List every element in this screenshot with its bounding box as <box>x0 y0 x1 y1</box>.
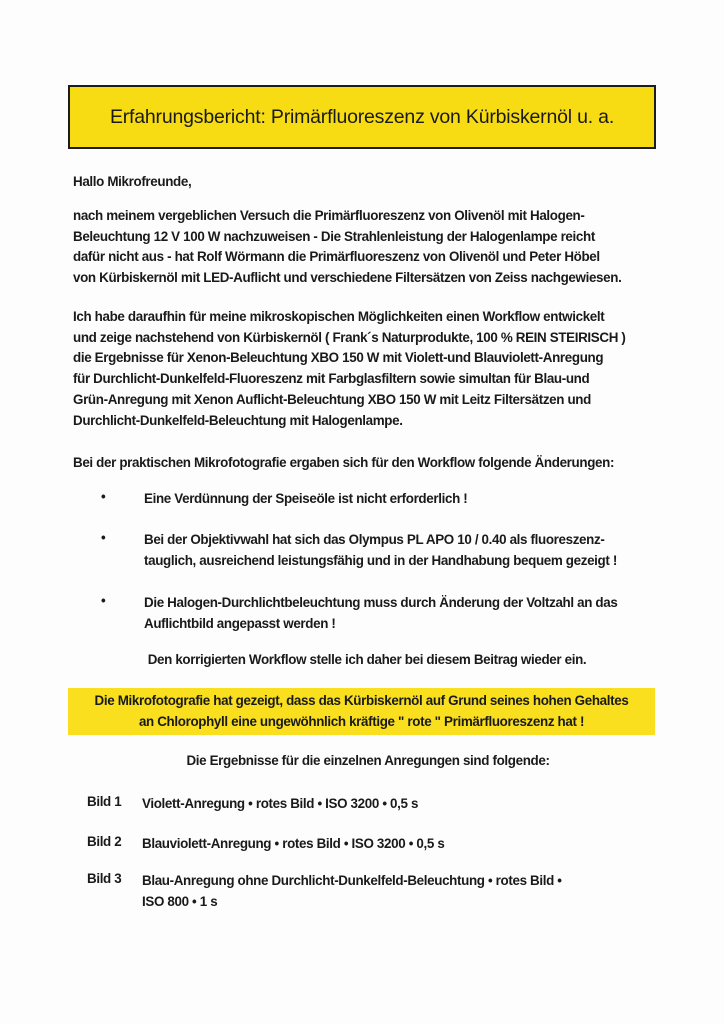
result-label: Bild 2 <box>87 834 122 849</box>
title-box <box>68 85 656 149</box>
result-item <box>142 793 418 814</box>
bullet-line: Auflichtbild angepasst werden ! <box>144 616 336 631</box>
paragraph-1-line: von Kürbiskernöl mit LED-Auflicht und verschiedene Filtersätzen von Zeiss nachgewiesen. <box>73 270 622 286</box>
bullet-item <box>144 592 617 634</box>
greeting: Hallo Mikrofreunde, <box>73 174 192 189</box>
paragraph-1 <box>73 206 621 289</box>
paragraph-2-line: und zeige nachstehend von Kürbiskernöl ( Frank´s Naturprodukte, 100 % REIN STEIRISCH ) <box>73 329 626 345</box>
result-line: Violett-Anregung • rotes Bild • ISO 3200 • 0,5 s <box>142 796 419 811</box>
paragraph-1-line: Beleuchtung 12 V 100 W nachzuweisen - Die Strahlenleistung der Halogenlampe reicht <box>73 228 595 244</box>
paragraph-2-line: Grün-Anregung mit Xenon Auflicht-Beleuchtung XBO 150 W mit Leitz Filtersätzen und <box>73 391 591 407</box>
paragraph-2-line: für Durchlicht-Dunkelfeld-Fluoreszenz mit Farbglasfiltern sowie simultan für Blau-und <box>73 371 590 387</box>
paragraph-2-line: die Ergebnisse für Xenon-Beleuchtung XBO 150 W mit Violett-und Blauviolett-Anregung <box>73 350 604 366</box>
highlight-line: Die Mikrofotografie hat gezeigt, dass das Kürbiskernöl auf Grund seines hohen Gehaltes <box>94 693 629 708</box>
highlight-line: an Chlorophyll eine ungewöhnlich kräftige " rote " Primärfluoreszenz hat ! <box>138 714 585 729</box>
result-item <box>142 833 444 854</box>
bullet-item <box>144 529 617 571</box>
result-item <box>142 870 562 912</box>
bullet-line: Eine Verdünnung der Speiseöle ist nicht erforderlich ! <box>144 491 468 506</box>
result-label: Bild 1 <box>87 794 122 809</box>
result-line: Blauviolett-Anregung • rotes Bild • ISO 3200 • 0,5 s <box>142 836 445 851</box>
result-line: Blau-Anregung ohne Durchlicht-Dunkelfeld-Beleuchtung • rotes Bild • <box>142 873 562 888</box>
bullet-item <box>144 488 467 509</box>
result-line: ISO 800 • 1 s <box>142 894 218 909</box>
paragraph-1-line: dafür nicht aus - hat Rolf Wörmann die Primärfluoreszenz von Olivenöl und Peter Höbel <box>73 249 600 265</box>
bullet-icon: • <box>101 593 106 608</box>
bullet-icon: • <box>101 489 106 504</box>
highlight-box <box>68 688 655 735</box>
result-label: Bild 3 <box>87 871 122 886</box>
paragraph-2 <box>73 307 626 431</box>
paragraph-1-line: nach meinem vergeblichen Versuch die Primärfluoreszenz von Olivenöl mit Halogen- <box>73 208 585 223</box>
paragraph-2-line: Ich habe daraufhin für meine mikroskopischen Möglichkeiten einen Workflow entwickelt <box>73 309 605 324</box>
paragraph-2-line: Durchlicht-Dunkelfeld-Beleuchtung mit Halogenlampe. <box>73 412 403 428</box>
changes-intro: Bei der praktischen Mikrofotografie ergaben sich für den Workflow folgende Änderungen: <box>73 455 615 470</box>
results-intro: Die Ergebnisse für die einzelnen Anregungen sind folgende: <box>186 753 550 768</box>
bullet-icon: • <box>101 530 106 545</box>
bullet-line: Die Halogen-Durchlichtbeleuchtung muss durch Änderung der Voltzahl an das <box>144 595 618 610</box>
bullet-line: tauglich, ausreichend leistungsfähig und in der Handhabung bequem gezeigt ! <box>144 553 617 568</box>
document-title: Erfahrungsbericht: Primärfluoreszenz von Kürbiskernöl u. a. <box>109 105 615 128</box>
workflow-note: Den korrigierten Workflow stelle ich daher bei diesem Beitrag wieder ein. <box>147 652 587 667</box>
bullet-line: Bei der Objektivwahl hat sich das Olympus PL APO 10 / 0.40 als fluoreszenz- <box>144 532 605 547</box>
